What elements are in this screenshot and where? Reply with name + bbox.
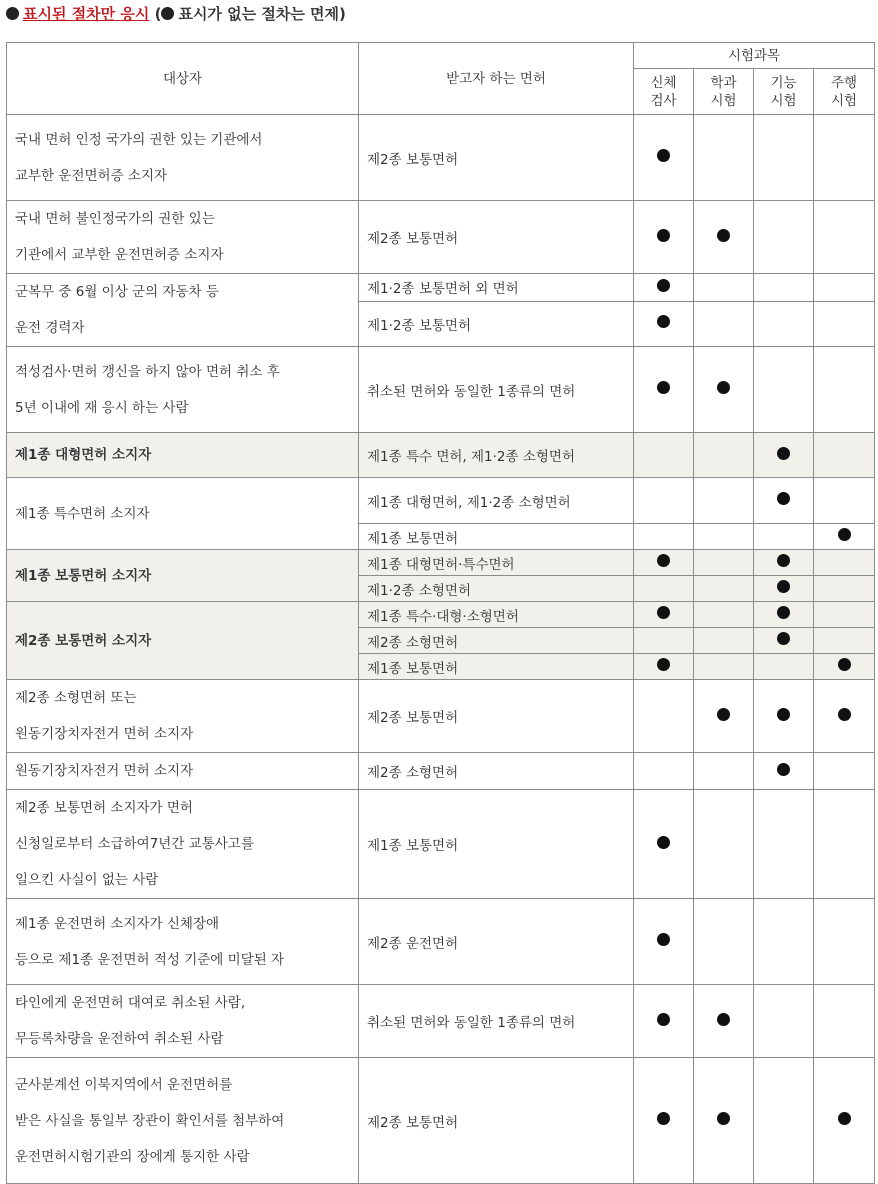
mark-cell-written: [694, 524, 754, 550]
target-cell: [7, 347, 359, 433]
license-cell: 제1종 특수·대형·소형면허: [359, 602, 634, 628]
mark-cell-road: [814, 985, 875, 1058]
mark-cell-physical: [634, 201, 694, 274]
license-cell: 취소된 면허와 동일한 1종류의 면허: [359, 347, 634, 433]
required-dot-icon: [717, 708, 730, 721]
target-text: 군사분계선 이북지역에서 운전면허를: [15, 1076, 233, 1093]
required-dot-icon: [717, 1112, 730, 1125]
target-text: 제2종 보통면허 소지자: [15, 632, 152, 649]
mark-cell-skill: [754, 274, 814, 302]
mark-cell-written: [694, 201, 754, 274]
license-cell: 취소된 면허와 동일한 1종류의 면허: [359, 985, 634, 1058]
target-text: 기관에서 교부한 운전면허증 소지자: [15, 247, 224, 263]
target-text: 타인에게 운전면허 대여로 취소된 사람,: [15, 995, 246, 1011]
target-cell: [7, 1058, 359, 1184]
target-cell: [7, 680, 359, 753]
mark-cell-written: [694, 654, 754, 680]
target-cell: [7, 274, 359, 347]
target-text: 제1종 보통면허 소지자: [15, 567, 152, 584]
mark-cell-physical: [634, 478, 694, 524]
mark-cell-physical: [634, 550, 694, 576]
target-text: 제1종 특수면허 소지자: [15, 505, 150, 522]
license-cell: 제2종 운전면허: [359, 899, 634, 985]
target-cell: [7, 985, 359, 1058]
mark-cell-physical: [634, 576, 694, 602]
target-text: 국내 면허 불인정국가의 권한 있는: [15, 211, 215, 227]
mark-cell-road: [814, 899, 875, 985]
table-row: [7, 1058, 875, 1184]
required-dot-icon: [657, 606, 670, 619]
table-row: [7, 985, 875, 1058]
required-dot-icon: [657, 381, 670, 394]
mark-cell-road: [814, 602, 875, 628]
target-text: 원동기장치자전거 면허 소지자: [15, 763, 194, 779]
header-license: 받고자 하는 면허: [359, 43, 634, 115]
mark-cell-skill: [754, 347, 814, 433]
license-cell: 제2종 보통면허: [359, 115, 634, 201]
mark-cell-road: [814, 576, 875, 602]
target-cell: [7, 201, 359, 274]
license-cell: 제2종 보통면허: [359, 1058, 634, 1184]
mark-cell-road: [814, 790, 875, 899]
mark-cell-physical: [634, 985, 694, 1058]
license-cell: 제1종 대형면허·특수면허: [359, 550, 634, 576]
mark-cell-skill: [754, 201, 814, 274]
required-dot-icon: [657, 315, 670, 328]
target-text: 군복무 중 6월 이상 군의 자동차 등: [15, 284, 219, 300]
mark-cell-physical: [634, 680, 694, 753]
mark-cell-road: [814, 274, 875, 302]
header-subject-road: 주행 시험: [814, 69, 875, 115]
required-dot-icon: [838, 658, 851, 671]
mark-cell-written: [694, 115, 754, 201]
license-cell: 제1·2종 보통면허: [359, 301, 634, 346]
mark-cell-written: [694, 274, 754, 302]
mark-cell-physical: [634, 115, 694, 201]
mark-cell-skill: [754, 433, 814, 478]
table-row: [7, 790, 875, 899]
mark-cell-written: [694, 753, 754, 790]
mark-cell-written: [694, 433, 754, 478]
legend-title: 표시된 절차만 응시: [23, 5, 150, 23]
target-text: 일으킨 사실이 없는 사람: [15, 872, 159, 888]
mark-cell-road: [814, 1058, 875, 1184]
mark-cell-road: [814, 478, 875, 524]
target-text: 5년 이내에 재 응시 하는 사람: [15, 399, 189, 416]
mark-cell-skill: [754, 478, 814, 524]
mark-cell-skill: [754, 1058, 814, 1184]
target-text: 운전 경력자: [15, 320, 85, 336]
mark-cell-skill: [754, 301, 814, 346]
target-text: 운전면허시험기관의 장에게 통지한 사람: [15, 1148, 250, 1165]
required-dot-icon: [777, 606, 790, 619]
target-text: 신청일로부터 소급하여7년간 교통사고를: [15, 836, 254, 852]
table-row: [7, 680, 875, 753]
target-text: 제2종 소형면허 또는: [15, 690, 137, 706]
mark-cell-physical: [634, 602, 694, 628]
mark-cell-written: [694, 550, 754, 576]
required-dot-icon: [777, 580, 790, 593]
target-text: 제1종 대형면허 소지자: [15, 447, 152, 463]
target-text: 국내 면허 인정 국가의 권한 있는 기관에서: [15, 131, 263, 148]
required-dot-icon: [838, 528, 851, 541]
table-body: [7, 115, 875, 1184]
mark-cell-written: [694, 899, 754, 985]
mark-cell-written: [694, 790, 754, 899]
required-dot-icon: [657, 933, 670, 946]
header-target: 대상자: [7, 43, 359, 115]
mark-cell-written: [694, 576, 754, 602]
mark-cell-road: [814, 680, 875, 753]
license-cell: 제1종 특수 면허, 제1·2종 소형면허: [359, 433, 634, 478]
mark-cell-physical: [634, 301, 694, 346]
mark-cell-skill: [754, 753, 814, 790]
required-dot-icon: [777, 632, 790, 645]
license-cell: 제1·2종 소형면허: [359, 576, 634, 602]
mark-cell-skill: [754, 899, 814, 985]
target-cell: [7, 602, 359, 680]
header-subjects-group: 시험과목: [634, 43, 875, 69]
required-dot-icon: [777, 447, 790, 460]
mark-cell-road: [814, 753, 875, 790]
license-cell: 제2종 보통면허: [359, 201, 634, 274]
target-text: 교부한 운전면허증 소지자: [15, 167, 168, 184]
table-row: [7, 478, 875, 524]
table-row: [7, 115, 875, 201]
mark-cell-skill: [754, 628, 814, 654]
target-text: 제1종 운전면허 소지자가 신체장애: [15, 915, 220, 932]
required-dot-icon: [777, 554, 790, 567]
required-dot-icon: [717, 1013, 730, 1026]
mark-cell-physical: [634, 753, 694, 790]
required-dot-icon: [657, 279, 670, 292]
mark-cell-skill: [754, 115, 814, 201]
mark-cell-written: [694, 985, 754, 1058]
mark-cell-written: [694, 301, 754, 346]
mark-cell-written: [694, 478, 754, 524]
mark-cell-written: [694, 602, 754, 628]
mark-cell-skill: [754, 550, 814, 576]
required-dot-icon: [777, 708, 790, 721]
target-cell: [7, 753, 359, 790]
mark-cell-written: [694, 1058, 754, 1184]
mark-cell-road: [814, 433, 875, 478]
mark-cell-skill: [754, 602, 814, 628]
mark-cell-skill: [754, 524, 814, 550]
target-cell: [7, 433, 359, 478]
mark-cell-physical: [634, 628, 694, 654]
mark-cell-written: [694, 680, 754, 753]
mark-cell-physical: [634, 899, 694, 985]
table-row: [7, 201, 875, 274]
mark-cell-road: [814, 115, 875, 201]
required-dot-icon: [657, 836, 670, 849]
required-dot-icon: [657, 229, 670, 242]
required-dot-icon: [657, 554, 670, 567]
mark-cell-skill: [754, 985, 814, 1058]
license-cell: 제1종 보통면허: [359, 654, 634, 680]
license-cell: 제2종 소형면허: [359, 753, 634, 790]
legend-note: 표시가 없는 절차는 면제): [178, 5, 346, 23]
mark-cell-physical: [634, 790, 694, 899]
required-dot-icon: [777, 492, 790, 505]
table-row: [7, 274, 875, 302]
required-dot-icon: [657, 1013, 670, 1026]
table-row: [7, 347, 875, 433]
license-exam-table: [6, 42, 875, 1184]
target-cell: [7, 550, 359, 602]
target-text: 받은 사실을 통일부 장관이 확인서를 첨부하여: [15, 1112, 285, 1129]
mark-cell-written: [694, 628, 754, 654]
table-row: [7, 550, 875, 576]
target-cell: [7, 790, 359, 899]
mark-cell-road: [814, 550, 875, 576]
license-cell: 제1종 보통면허: [359, 524, 634, 550]
required-dot-icon: [717, 381, 730, 394]
bullet-icon: [161, 7, 174, 20]
mark-cell-road: [814, 201, 875, 274]
table-row: [7, 753, 875, 790]
header-subject-skill: 기능 시험: [754, 69, 814, 115]
mark-cell-skill: [754, 654, 814, 680]
mark-cell-written: [694, 347, 754, 433]
header-subject-written: 학과 시험: [694, 69, 754, 115]
mark-cell-road: [814, 628, 875, 654]
required-dot-icon: [717, 229, 730, 242]
target-text: 무등록차량을 운전하여 취소된 사람: [15, 1031, 224, 1047]
target-cell: [7, 115, 359, 201]
target-text: 적성검사·면허 갱신을 하지 않아 면허 취소 후: [15, 363, 280, 380]
mark-cell-road: [814, 347, 875, 433]
mark-cell-physical: [634, 274, 694, 302]
required-dot-icon: [838, 708, 851, 721]
required-dot-icon: [657, 658, 670, 671]
required-dot-icon: [657, 149, 670, 162]
bullet-icon: [6, 7, 19, 20]
mark-cell-skill: [754, 790, 814, 899]
table-row: [7, 602, 875, 628]
mark-cell-skill: [754, 680, 814, 753]
mark-cell-physical: [634, 654, 694, 680]
mark-cell-skill: [754, 576, 814, 602]
mark-cell-physical: [634, 524, 694, 550]
legend-note-open: (: [149, 5, 162, 23]
mark-cell-road: [814, 301, 875, 346]
mark-cell-physical: [634, 1058, 694, 1184]
header-subject-physical: 신체 검사: [634, 69, 694, 115]
license-cell: 제2종 보통면허: [359, 680, 634, 753]
table-row: [7, 433, 875, 478]
required-dot-icon: [657, 1112, 670, 1125]
target-text: 원동기장치자전거 면허 소지자: [15, 726, 194, 742]
required-dot-icon: [777, 763, 790, 776]
legend: [6, 3, 346, 25]
mark-cell-road: [814, 524, 875, 550]
license-cell: 제1·2종 보통면허 외 면허: [359, 274, 634, 302]
table-row: [7, 899, 875, 985]
mark-cell-physical: [634, 433, 694, 478]
license-cell: 제1종 보통면허: [359, 790, 634, 899]
target-text: 등으로 제1종 운전면허 적성 기준에 미달된 자: [15, 951, 285, 968]
required-dot-icon: [838, 1112, 851, 1125]
license-cell: 제2종 소형면허: [359, 628, 634, 654]
mark-cell-road: [814, 654, 875, 680]
target-cell: [7, 478, 359, 550]
license-cell: 제1종 대형면허, 제1·2종 소형면허: [359, 478, 634, 524]
target-text: 제2종 보통면허 소지자가 면허: [15, 800, 193, 816]
mark-cell-physical: [634, 347, 694, 433]
target-cell: [7, 899, 359, 985]
